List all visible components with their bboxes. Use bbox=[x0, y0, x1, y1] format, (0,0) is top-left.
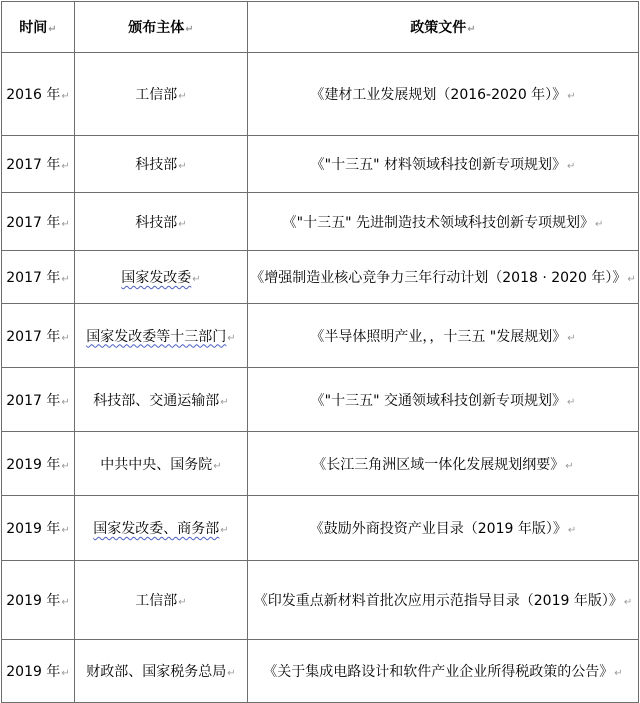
document-cell: 《建材工业发展规划（2016-2020 年）》↵ bbox=[248, 53, 639, 136]
paragraph-mark: ↵ bbox=[61, 396, 70, 408]
year-cell: 2019 年↵ bbox=[2, 561, 75, 640]
paragraph-mark: ↵ bbox=[61, 332, 70, 344]
spellcheck-underline: 国家发改委、商务部 bbox=[93, 521, 220, 537]
document-cell: 《"十三五" 材料领域科技创新专项规划》↵ bbox=[248, 136, 639, 193]
paragraph-mark: ↵ bbox=[594, 218, 604, 230]
paragraph-mark: ↵ bbox=[220, 396, 229, 408]
document-cell: 《长江三角洲区域一体化发展规划纲要》↵ bbox=[248, 432, 639, 496]
document-cell: 《鼓励外商投资产业目录（2019 年版）》↵ bbox=[248, 496, 639, 561]
paragraph-mark: ↵ bbox=[567, 332, 576, 344]
year-cell: 2017 年↵ bbox=[2, 193, 75, 251]
year-cell: 2017 年↵ bbox=[2, 304, 75, 368]
year-cell: 2017 年↵ bbox=[2, 368, 75, 432]
table-row bbox=[2, 561, 639, 640]
year-cell: 2016 年↵ bbox=[2, 53, 75, 136]
issuer-cell: 中共中央、国务院↵ bbox=[75, 432, 248, 496]
paragraph-mark: ↵ bbox=[467, 24, 476, 35]
document-cell: 《印发重点新材料首批次应用示范指导目录（2019 年版）》↵ bbox=[248, 561, 639, 640]
paragraph-mark: ↵ bbox=[566, 161, 576, 172]
spellcheck-underline: 国家发改委等十三部门 bbox=[86, 328, 227, 345]
table-row bbox=[2, 432, 639, 496]
paragraph-mark: ↵ bbox=[61, 218, 70, 230]
header-document: 政策文件↵ bbox=[248, 2, 639, 53]
paragraph-mark: ↵ bbox=[61, 460, 70, 472]
paragraph-mark: ↵ bbox=[178, 161, 187, 172]
paragraph-mark: ↵ bbox=[178, 91, 187, 102]
year-cell: 2017 年↵ bbox=[2, 136, 75, 193]
paragraph-mark: ↵ bbox=[61, 525, 70, 536]
paragraph-mark: ↵ bbox=[220, 525, 229, 536]
document-cell: 《"十三五" 先进制造技术领域科技创新专项规划》↵ bbox=[248, 193, 639, 251]
spellcheck-underline: 国家发改委 bbox=[121, 270, 192, 286]
year-cell: 2019 年↵ bbox=[2, 432, 75, 496]
table-row bbox=[2, 193, 639, 251]
paragraph-mark: ↵ bbox=[614, 668, 623, 679]
table-row bbox=[2, 53, 639, 136]
header-issuer: 颁布主体↵ bbox=[75, 2, 248, 53]
paragraph-mark: ↵ bbox=[48, 24, 57, 35]
header-row bbox=[2, 2, 639, 53]
table-row bbox=[2, 304, 639, 368]
issuer-cell: 工信部↵ bbox=[75, 561, 248, 640]
header-time: 时间↵ bbox=[2, 2, 75, 53]
paragraph-mark: ↵ bbox=[61, 274, 70, 285]
paragraph-mark: ↵ bbox=[565, 460, 574, 472]
paragraph-mark: ↵ bbox=[213, 460, 222, 472]
paragraph-mark: ↵ bbox=[61, 668, 70, 679]
issuer-cell: 科技部↵ bbox=[75, 193, 248, 251]
table-row bbox=[2, 136, 639, 193]
paragraph-mark: ↵ bbox=[567, 91, 576, 102]
issuer-cell bbox=[75, 251, 248, 304]
table-row bbox=[2, 640, 639, 703]
issuer-cell: 科技部、交通运输部↵ bbox=[75, 368, 248, 432]
year-cell: 2017 年↵ bbox=[2, 251, 75, 304]
issuer-cell: 财政部、国家税务总局↵ bbox=[75, 640, 248, 703]
document-cell: 《关于集成电路设计和软件产业企业所得税政策的公告》↵ bbox=[248, 640, 639, 703]
paragraph-mark: ↵ bbox=[61, 597, 70, 608]
issuer-cell: 工信部↵ bbox=[75, 53, 248, 136]
paragraph-mark: ↵ bbox=[178, 218, 187, 230]
issuer-cell bbox=[75, 304, 248, 368]
table-row bbox=[2, 368, 639, 432]
policy-table bbox=[1, 1, 639, 703]
year-cell: 2019 年↵ bbox=[2, 640, 75, 703]
paragraph-mark: ↵ bbox=[227, 668, 236, 679]
document-cell: 《"十三五" 交通领域科技创新专项规划》↵ bbox=[248, 368, 639, 432]
year-cell: 2019 年↵ bbox=[2, 496, 75, 561]
paragraph-mark: ↵ bbox=[566, 396, 576, 408]
paragraph-mark: ↵ bbox=[178, 597, 187, 608]
document-cell: 《增强制造业核心竞争力三年行动计划（2018 · 2020 年）》↵ bbox=[248, 251, 639, 304]
issuer-cell bbox=[75, 496, 248, 561]
paragraph-mark: ↵ bbox=[192, 274, 201, 285]
paragraph-mark: ↵ bbox=[623, 597, 633, 608]
paragraph-mark: ↵ bbox=[627, 274, 636, 285]
table-row bbox=[2, 251, 639, 304]
paragraph-mark: ↵ bbox=[61, 161, 70, 172]
paragraph-mark: ↵ bbox=[227, 332, 236, 344]
document-cell: 《半导体照明产业，，十三五 "发展规划》↵ bbox=[248, 304, 639, 368]
paragraph-mark: ↵ bbox=[185, 24, 194, 35]
table-row bbox=[2, 496, 639, 561]
paragraph-mark: ↵ bbox=[567, 525, 577, 536]
issuer-cell: 科技部↵ bbox=[75, 136, 248, 193]
paragraph-mark: ↵ bbox=[61, 91, 70, 102]
